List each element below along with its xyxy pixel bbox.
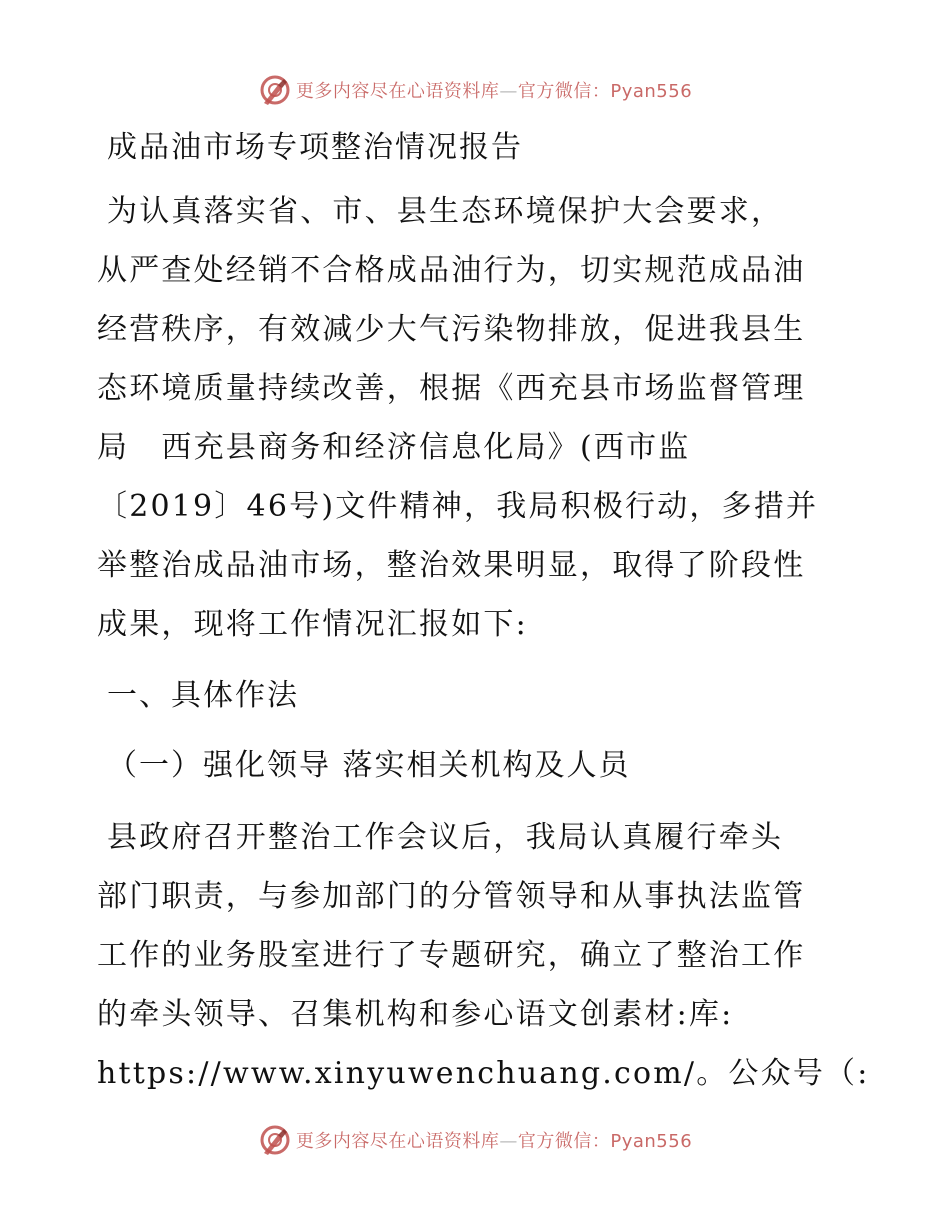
paragraph-line: 态环境质量持续改善，根据《西充县市场监督管理: [97, 371, 806, 406]
subsection-heading: （一）强化领导 落实相关机构及人员: [107, 748, 631, 783]
watermark-contact: 官方微信：Pyan556: [517, 81, 693, 102]
watermark-text: [296, 1127, 692, 1153]
body-paragraph: [97, 808, 870, 1103]
paragraph-line: 从严查处经销不合格成品油行为，切实规范成品油: [97, 253, 806, 288]
paragraph-line: 经营秩序，有效减少大气污染物排放，促进我县生: [97, 312, 806, 347]
paragraph-line: 工作的业务股室进行了专题研究，确立了整治工作: [97, 938, 806, 973]
document-body: [97, 120, 870, 1103]
paragraph-line: 部门职责，与参加部门的分管领导和从事执法监管: [97, 879, 806, 914]
watermark-header: [0, 70, 950, 110]
watermark-footer: [0, 1120, 950, 1160]
document-title: 成品油市场专项整治情况报告: [107, 130, 523, 165]
paragraph-line: 的牵头领导、召集机构和参心语文创素材:库:: [97, 997, 734, 1032]
watermark-main-text: 更多内容尽在心语资料库: [295, 81, 500, 102]
watermark-contact: 官方微信：Pyan556: [517, 1131, 693, 1152]
paragraph-line: 〔2019〕46号)文件精神，我局积极行动，多措并: [97, 489, 819, 524]
watermark-main-text: 更多内容尽在心语资料库: [295, 1131, 500, 1152]
paragraph-line: 成果，现将工作情况汇报如下:: [97, 607, 528, 642]
paragraph-line: 局 西充县商务和经济信息化局》(西市监: [97, 430, 691, 465]
section-heading: 一、具体作法: [107, 678, 299, 713]
watermark-separator: —: [499, 1131, 518, 1152]
paragraph-line: https://www.xinyuwenchuang.com/。公众号（:: [97, 1056, 870, 1091]
watermark-text: [296, 77, 692, 103]
paragraph-line: 举整治成品油市场，整治效果明显，取得了阶段性: [97, 548, 806, 583]
pen-logo-icon: [258, 1123, 292, 1157]
pen-logo-icon: [258, 73, 292, 107]
watermark-separator: —: [499, 81, 518, 102]
paragraph-line: 县政府召开整治工作会议后，我局认真履行牵头: [107, 820, 784, 855]
paragraph-line: 为认真落实省、市、县生态环境保护大会要求，: [107, 194, 784, 229]
intro-paragraph: [97, 182, 857, 654]
